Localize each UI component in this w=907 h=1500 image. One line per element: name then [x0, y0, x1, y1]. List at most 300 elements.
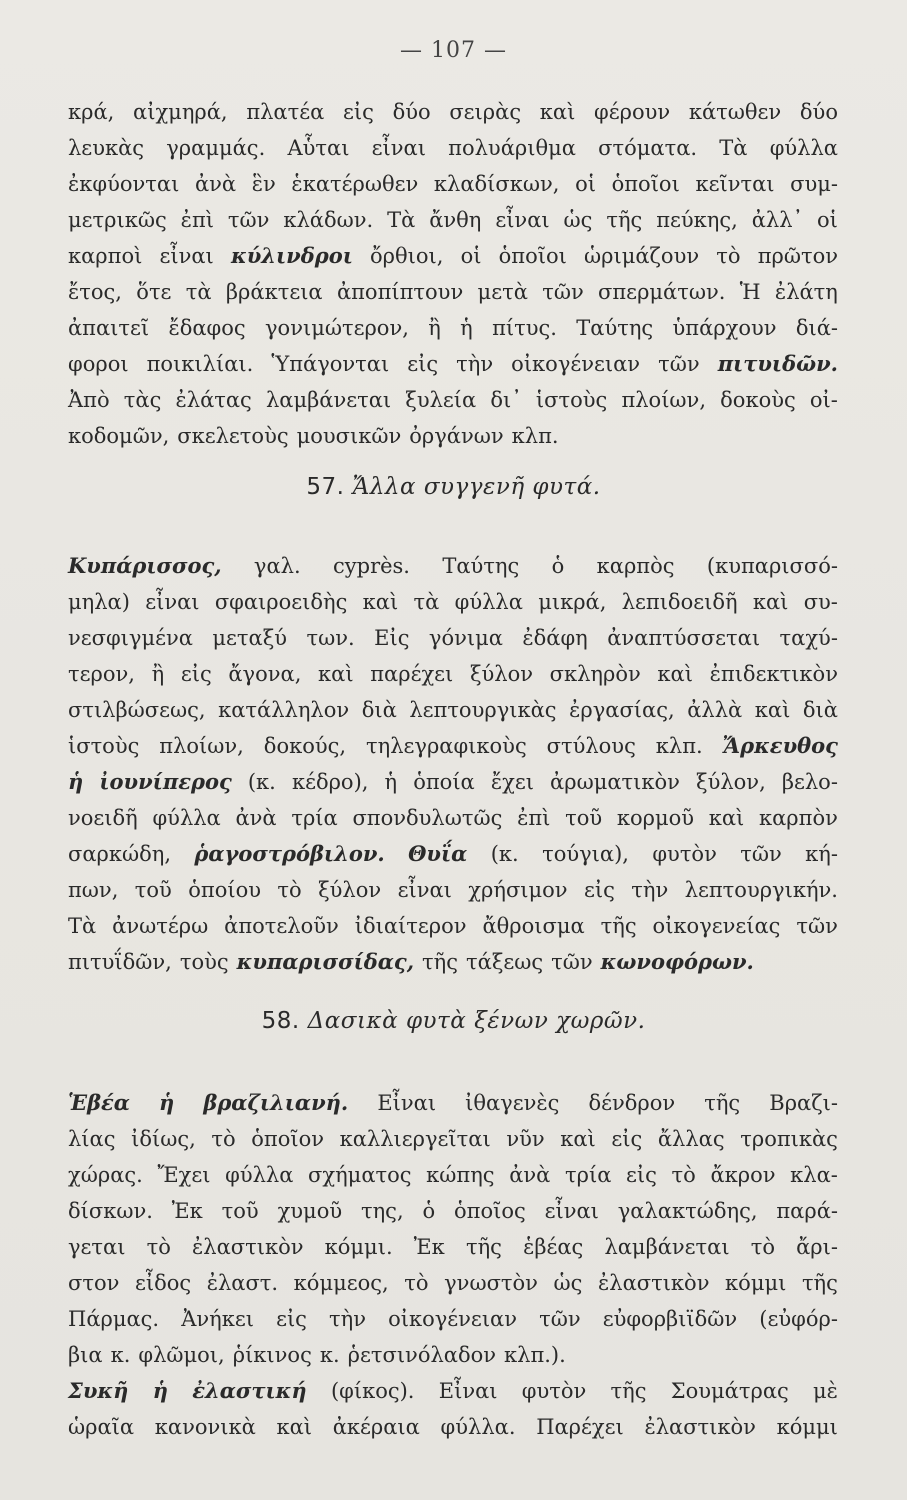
word: δύο — [799, 100, 838, 124]
word: εἰς — [343, 100, 374, 124]
word: ἔχει — [490, 770, 534, 794]
word: εἰς — [276, 1307, 307, 1331]
word: Βραζι- — [769, 1091, 838, 1115]
word: (φίκος). — [330, 1379, 415, 1403]
word: σειρὰς — [449, 100, 522, 124]
word: τὴν — [631, 878, 669, 902]
word: ἐλαστικὸν — [192, 1235, 304, 1259]
word: τηλεγραφικοὺς — [366, 734, 527, 758]
word: κή- — [805, 842, 838, 866]
word: γονιμώτερον, — [265, 316, 409, 340]
text-line — [68, 1409, 838, 1445]
word: εἰς — [611, 1127, 643, 1151]
word: οἰκογένειαν — [388, 1307, 517, 1331]
word: ξύλον — [318, 878, 382, 902]
word: οἰκογένειαν — [511, 352, 641, 376]
word: εἶδος — [134, 1271, 192, 1295]
word: ποικιλίαι. — [146, 352, 254, 376]
word: βελο- — [781, 770, 838, 794]
emphasized-term: κωνοφόρων. — [600, 949, 754, 974]
word: οἱ — [575, 172, 596, 196]
text-line — [68, 656, 838, 692]
word: κοδομῶν, — [68, 424, 170, 448]
word: κλα- — [790, 1163, 838, 1187]
text-line — [68, 1121, 838, 1157]
word: σκληρὸν — [549, 662, 641, 686]
word: κ. — [319, 1343, 340, 1367]
word: λεπτουργικήν. — [684, 878, 838, 902]
word: τῶν — [539, 1307, 581, 1331]
word: ἡ — [384, 770, 398, 794]
emphasized-term: Ἄρκευθος — [722, 733, 838, 758]
word: Εἶναι — [377, 1091, 437, 1115]
text-line — [68, 1193, 838, 1229]
word: τρία — [291, 806, 338, 830]
word: Ἐκ — [171, 1199, 203, 1223]
word: ἀποπίπτουν — [336, 280, 464, 304]
text-line — [68, 1229, 838, 1265]
word: μὲ — [813, 1379, 838, 1403]
word: γεται — [68, 1235, 126, 1259]
word: Τὰ — [387, 208, 416, 232]
word: κρά, — [68, 100, 115, 124]
emphasized-term: βραζιλιανή. — [203, 1090, 349, 1115]
word: (κ. — [247, 770, 276, 794]
word: τροπικὰς — [740, 1127, 838, 1151]
word: μικρά, — [538, 590, 607, 614]
word: ἐκφύονται — [68, 172, 180, 196]
word: νοειδῆ — [68, 806, 138, 830]
text-line — [68, 764, 838, 800]
word: καὶ — [752, 590, 789, 614]
word: Σουμάτρας — [670, 1379, 789, 1403]
word: τῶν — [551, 950, 593, 974]
section-number: 58. — [261, 1008, 300, 1034]
word: τὸ — [750, 1235, 775, 1259]
word: ἀρωματικὸν — [550, 770, 680, 794]
word: διὰ — [802, 698, 838, 722]
word: φύλλα — [454, 590, 523, 614]
text-line — [68, 130, 838, 166]
word: τὸ — [671, 1163, 696, 1187]
word: τερον, — [68, 662, 135, 686]
word: διὰ — [361, 698, 397, 722]
word: μετὰ — [477, 280, 528, 304]
word: κ. — [110, 1343, 131, 1367]
word: τῆς — [600, 914, 637, 938]
word: σκελετοὺς — [177, 424, 289, 448]
text-line — [68, 584, 838, 620]
word: τὰ — [413, 590, 440, 614]
word: ἰδιαίτερον — [354, 914, 467, 938]
word: εἰς — [180, 662, 212, 686]
word: ἀνὰ — [509, 1163, 551, 1187]
word: Πάρμας. — [68, 1307, 160, 1331]
word: (εὐφόρ- — [759, 1307, 838, 1331]
emphasized-term: Συκῆ — [68, 1378, 129, 1403]
text-line — [68, 418, 838, 454]
emphasized-term: ῥαγοστρόβιλον. — [194, 841, 385, 866]
word: καρποὶ — [68, 244, 143, 268]
word: των. — [306, 626, 355, 650]
word: ταχύ- — [779, 626, 838, 650]
word: καρπὸς — [596, 554, 675, 578]
word: λαμβάνεται — [265, 388, 392, 412]
word: εἶναι — [145, 590, 200, 614]
word: ἀκέραια — [332, 1415, 420, 1439]
word: Ἐκ — [413, 1235, 445, 1259]
emphasized-term: κύλινδροι — [230, 243, 353, 268]
word: Ἔχει — [157, 1163, 211, 1187]
word: καὶ — [708, 806, 745, 830]
word: δίσκων. — [68, 1199, 153, 1223]
word: εἶναι — [371, 136, 426, 160]
word: καὶ — [276, 1415, 313, 1439]
word: Ὑπάγονται — [271, 352, 390, 376]
word: ξύλον, — [696, 770, 766, 794]
word: ἐλαστικὸν — [597, 1271, 710, 1295]
text-line — [68, 166, 838, 202]
word: κόμμι — [776, 1415, 838, 1439]
word: στύλους — [546, 734, 636, 758]
word: φυτὸν — [652, 842, 717, 866]
word: εἰς — [407, 352, 439, 376]
emphasized-term: ἐλαστική — [192, 1378, 307, 1403]
word: πλατέα — [246, 100, 325, 124]
word: νῦν — [506, 1127, 545, 1151]
word: cyprès. — [333, 554, 410, 578]
word: τοῦ — [134, 878, 172, 902]
section-title: Δασικὰ φυτὰ ξένων χωρῶν. — [307, 1008, 646, 1034]
word: διά- — [795, 316, 838, 340]
paragraph-cypress-section — [68, 548, 838, 980]
text-line — [68, 836, 838, 872]
word: κόμμι. — [324, 1235, 393, 1259]
word: πρῶτον — [757, 244, 838, 268]
word: Αὗται — [287, 136, 350, 160]
word: καὶ — [318, 662, 354, 686]
word: πων, — [68, 878, 119, 902]
word: λεπτουργικὰς — [409, 698, 557, 722]
word: κόμμι — [725, 1271, 787, 1295]
text-line — [68, 1301, 838, 1337]
text-line — [68, 382, 838, 418]
emphasized-term: ἡ — [68, 769, 84, 794]
word: ἐλαστικὸν — [644, 1415, 756, 1439]
word: τὴν — [456, 352, 494, 376]
word: φύλλα. — [440, 1415, 516, 1439]
word: λεπιδοειδῆ — [621, 590, 738, 614]
section-number: 57. — [306, 474, 345, 500]
word: κλαδίσκων, — [433, 172, 560, 196]
word: λευκὰς — [68, 136, 145, 160]
word: τὸ — [146, 1235, 171, 1259]
word: Ἡ — [739, 280, 761, 304]
word: κλπ. — [655, 734, 703, 758]
word: στον — [68, 1271, 120, 1295]
word: μουσικῶν — [296, 424, 402, 448]
word: κλπ.). — [504, 1343, 566, 1367]
word: πολυάριθμα — [448, 136, 576, 160]
word: ἓν — [251, 172, 276, 196]
word: τῶν — [796, 914, 838, 938]
section-heading-57 — [0, 474, 907, 500]
word: τρία — [565, 1163, 612, 1187]
word: ἀλλ᾽ — [751, 208, 804, 232]
word: (κυπαρισσό- — [706, 554, 838, 578]
word: οἰκογενείας — [652, 914, 781, 938]
word: φυτὸν — [521, 1379, 587, 1403]
word: ἐπὶ — [517, 806, 551, 830]
word: καὶ — [657, 662, 693, 686]
word: τῶν — [740, 842, 782, 866]
word: τῆς — [465, 1235, 502, 1259]
word: τὸ — [716, 244, 741, 268]
word: ἱστοὺς — [68, 734, 140, 758]
word: ἐργασίας, — [569, 698, 675, 722]
word: Εἶναι — [438, 1379, 498, 1403]
word: ἄθροισμα — [482, 914, 585, 938]
section-title: Ἄλλα συγγενῆ φυτά. — [352, 474, 601, 500]
word: τὸ — [404, 1271, 429, 1295]
word: εἰς — [626, 1163, 657, 1187]
word: Τὰ — [719, 136, 748, 160]
word: πλοίων, — [159, 734, 244, 758]
word: κώπης — [426, 1163, 495, 1187]
word: ἔτος, — [68, 280, 122, 304]
word: οἱ — [460, 244, 482, 268]
paragraph-firs-section — [68, 94, 838, 454]
word: εἶναι — [495, 208, 550, 232]
word: τούγια), — [542, 842, 629, 866]
word: ἐπὶ — [180, 208, 214, 232]
word: χυμοῦ — [277, 1199, 343, 1223]
word: στιλβώσεως, — [68, 698, 206, 722]
word: ἀλλὰ — [687, 698, 743, 722]
word: ἀνωτέρω — [112, 914, 209, 938]
word: ὁ — [551, 554, 565, 578]
word: τάξεως — [466, 950, 544, 974]
word: ἀπαιτεῖ — [68, 316, 150, 340]
word: τῆς — [606, 208, 643, 232]
word: φύλλα — [152, 806, 221, 830]
word: ἰθαγενὲς — [465, 1091, 560, 1115]
word: ὡριμάζουν — [584, 244, 700, 268]
text-line — [68, 548, 838, 584]
word: κλάδων. — [283, 208, 374, 232]
word: καλλιεργεῖται — [339, 1127, 491, 1151]
word: τὴν — [329, 1307, 366, 1331]
word: γνωστὸν — [444, 1271, 538, 1295]
word: εἶναι — [159, 244, 214, 268]
word: ἀποτελοῦν — [224, 914, 339, 938]
word: ὁποία — [413, 770, 475, 794]
word: παρέχει — [370, 662, 454, 686]
word: καρπὸν — [759, 806, 838, 830]
word: γραμμάς. — [166, 136, 266, 160]
word: ἐπιδεκτικὸν — [709, 662, 838, 686]
word: σαρκώδη, — [68, 842, 172, 866]
word: σχήματος — [308, 1163, 412, 1187]
word: σπονδυλωτῶς — [352, 806, 503, 830]
word: ὁποίου — [188, 878, 261, 902]
word: τῶν — [658, 352, 700, 376]
emphasized-term: Ἑβέα — [68, 1090, 130, 1115]
word: μετρικῶς — [68, 208, 167, 232]
word: ἡ — [460, 316, 473, 340]
word: ἑβέας — [523, 1235, 584, 1259]
word: ὁποῖοι — [611, 172, 680, 196]
text-line — [68, 274, 838, 310]
word: ξυλεία — [405, 388, 477, 412]
word: ἄλλας — [657, 1127, 725, 1151]
word: Ἀνήκει — [181, 1307, 254, 1331]
emphasized-term: κυπαρισσίδας, — [236, 949, 415, 974]
word: κανονικὰ — [154, 1415, 256, 1439]
word: τὰς — [123, 388, 162, 412]
word: καὶ — [362, 590, 399, 614]
word: ἀναπτύσσεται — [607, 626, 761, 650]
word: πεύκης, — [656, 208, 738, 232]
word: φύλλα — [769, 136, 838, 160]
word: ἢ — [428, 316, 441, 340]
word: φοροι — [68, 352, 129, 376]
emphasized-term: Κυπάρισσος, — [68, 553, 222, 578]
text-line — [68, 872, 838, 908]
word: ἄνθη — [429, 208, 482, 232]
word: ὁποῖοι — [498, 244, 567, 268]
word: καὶ — [560, 1127, 596, 1151]
word: ὁ — [422, 1199, 436, 1223]
word: κέδρο), — [291, 770, 369, 794]
word: νεσφιγμένα — [68, 626, 193, 650]
word: ἄρι- — [796, 1235, 838, 1259]
word: ξύλον — [469, 662, 533, 686]
word: δοκούς, — [263, 734, 347, 758]
text-line — [68, 238, 838, 274]
paragraph-hevea-section — [68, 1085, 838, 1445]
text-line — [68, 800, 838, 836]
word: Ταύτης — [442, 554, 520, 578]
word: συμ- — [790, 172, 838, 196]
word: Ἀπὸ — [68, 388, 110, 412]
section-heading-58 — [0, 1008, 907, 1034]
word: Τὰ — [68, 914, 97, 938]
word: δένδρον — [588, 1091, 676, 1115]
word: φλῶμοι, — [138, 1343, 225, 1367]
text-line — [68, 346, 838, 382]
word: ὀργάνων — [409, 424, 504, 448]
word: πιτυΐδῶν, — [68, 950, 172, 974]
word: εἰς — [584, 878, 615, 902]
word: ἑκατέρωθεν — [291, 172, 419, 196]
text-line — [68, 944, 838, 980]
word: αἰχμηρά, — [133, 100, 228, 124]
word: ἐλαστ. — [206, 1271, 279, 1295]
word: σφαιροειδὴς — [214, 590, 348, 614]
word: εἶναι — [544, 1199, 599, 1223]
word: ἱστοὺς — [535, 388, 608, 412]
word: καὶ — [754, 698, 791, 722]
word: κορμοῦ — [616, 806, 695, 830]
text-line — [68, 692, 838, 728]
word: χρήσιμον — [468, 878, 568, 902]
text-line — [68, 94, 838, 130]
word: λαμβάνεται — [604, 1235, 730, 1259]
word: τὸ — [211, 1127, 236, 1151]
word: ἐλάτη — [774, 280, 838, 304]
word: καὶ — [539, 100, 576, 124]
emphasized-term: Θυΐα — [408, 841, 468, 866]
word: κάτωθεν — [688, 100, 782, 124]
word: στόματα. — [598, 136, 698, 160]
word: πίτυς. — [492, 316, 557, 340]
word: ὅτε — [136, 280, 172, 304]
word: Ταύτης — [576, 316, 654, 340]
word: παρά- — [776, 1199, 838, 1223]
word: οἰ- — [809, 388, 838, 412]
word: εἶναι — [397, 878, 452, 902]
word: εὐφορβιϊδῶν — [602, 1307, 738, 1331]
word: φέρουν — [594, 100, 671, 124]
word: ὡραῖα — [68, 1415, 135, 1439]
word: ἢ — [151, 662, 165, 686]
word: τῆς — [704, 1091, 741, 1115]
text-line — [68, 1085, 838, 1121]
word: δοκοὺς — [720, 388, 796, 412]
word: ἀνὰ — [235, 806, 277, 830]
word: ὁποῖος — [454, 1199, 526, 1223]
word: τοὺς — [179, 950, 229, 974]
word: μεταξύ — [212, 626, 288, 650]
word: Εἰς — [374, 626, 410, 650]
word: χώρας. — [68, 1163, 143, 1187]
word: δύο — [392, 100, 431, 124]
word: ἐλάτας — [175, 388, 252, 412]
word: τῆς — [801, 1271, 838, 1295]
word: ὄρθιοι, — [370, 244, 444, 268]
word: τὰ — [185, 280, 212, 304]
word: τοῦ — [565, 806, 603, 830]
word: οἱ — [816, 208, 838, 232]
emphasized-term: ἡ — [159, 1090, 175, 1115]
word: ἔδαφος — [168, 316, 246, 340]
word: ἀνὰ — [194, 172, 237, 196]
word: τῶν — [227, 208, 270, 232]
word: λίας — [68, 1127, 116, 1151]
text-line — [68, 728, 838, 764]
page-number: — 107 — — [400, 38, 507, 63]
word: μηλα) — [68, 590, 130, 614]
word: ὡς — [563, 208, 593, 232]
word: πλοίων, — [621, 388, 706, 412]
word: γαλ. — [253, 554, 301, 578]
word: τῆς — [610, 1379, 647, 1403]
word: κόμμεος, — [293, 1271, 389, 1295]
word: (κ. — [490, 842, 519, 866]
word: γαλακτώδης, — [617, 1199, 758, 1223]
word: ἄγονα, — [228, 662, 302, 686]
word: τὸ — [277, 878, 302, 902]
emphasized-term: ἰουνίπερος — [99, 769, 232, 794]
word: τῶν — [542, 280, 584, 304]
word: συ- — [803, 590, 838, 614]
word: κλπ. — [511, 424, 559, 448]
text-line — [68, 908, 838, 944]
text-line — [68, 310, 838, 346]
text-line — [68, 1337, 838, 1373]
word: Παρέχει — [536, 1415, 624, 1439]
